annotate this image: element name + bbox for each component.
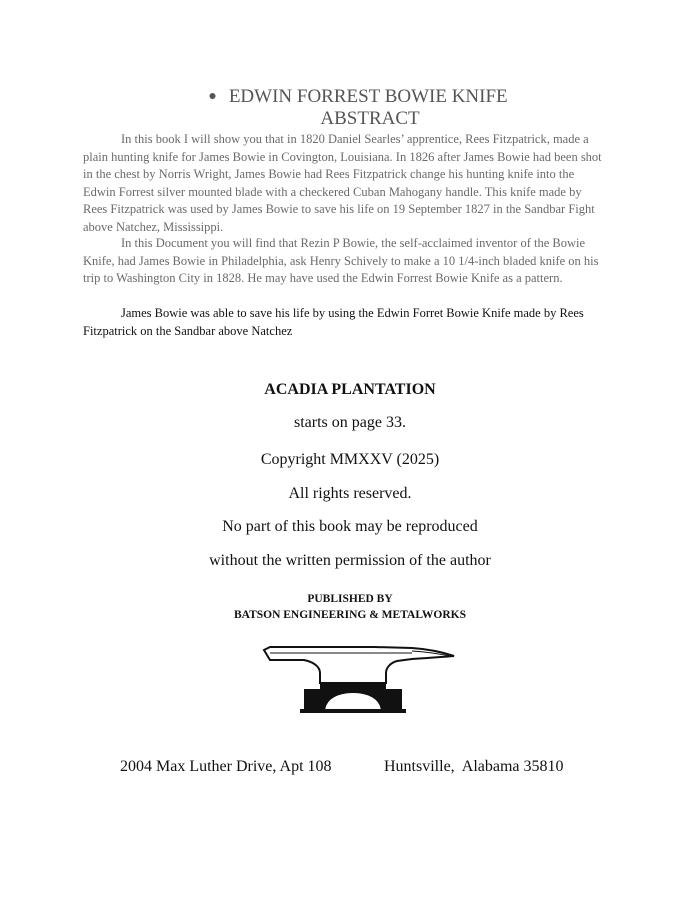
abstract-paragraph-3 — [83, 304, 603, 340]
starts-on-page: starts on page 33. — [294, 414, 406, 431]
publisher-name: BATSON ENGINEERING & METALWORKS — [233, 609, 467, 621]
acadia-heading: ACADIA PLANTATION — [264, 381, 436, 398]
abstract-text-3: James Bowie was able to save his life by using the Edwin Forret Bowie Knife made by Rees Fitzpatrick on the Sandbar above Natchez — [83, 306, 584, 338]
without-permission-line: without the written permission of the author — [209, 552, 491, 569]
book-title-text: EDWIN FORREST BOWIE KNIFE — [228, 86, 508, 107]
abstract-text-1: In this book I will show you that in 1820 Daniel Searles’ apprentice, Rees Fitzpatrick, made a plain hunting knife for James Bowie in Covington, Louisiana. In 1826 after James Bowie had been shot in the chest by Norris Wright, James Bowie had Rees Fitzpatrick change his hunting knife into the Edwin Forrest silver mounted blade with a checkered Cuban Mahogany handle. This knife made by Rees Fitzpatrick was used by James Bowie to save his life on 19 September 1827 in the Sandbar Fight above Natchez, Mississippi. — [83, 132, 602, 234]
book-title — [8, 86, 700, 108]
anvil-icon — [262, 645, 457, 715]
copyright-line: Copyright MMXXV (2025) — [260, 451, 440, 468]
bullet-icon: ● — [208, 89, 217, 104]
anvil-base — [304, 689, 402, 709]
abstract-text-2: In this Document you will find that Rezin P Bowie, the self-acclaimed inventor of the Bowie Knife, had James Bowie in Philadelphia, ask Henry Schively to make a 10 1/4-inch bladed knife on his trip to Washington City in 1828. He may have used the Edwin Forrest Bowie Knife as a pattern. — [83, 236, 599, 286]
footer-address: 2004 Max Luther Drive, Apt 108 — [120, 758, 332, 775]
footer-city: Huntsville, Alabama 35810 — [384, 758, 564, 775]
published-by-label: PUBLISHED BY — [307, 593, 393, 605]
abstract-heading: ABSTRACT — [320, 108, 420, 129]
abstract-paragraph-2 — [83, 235, 603, 288]
rights-line: All rights reserved. — [288, 485, 412, 502]
no-part-line: No part of this book may be reproduced — [222, 518, 478, 535]
abstract-paragraph-1 — [83, 131, 603, 237]
